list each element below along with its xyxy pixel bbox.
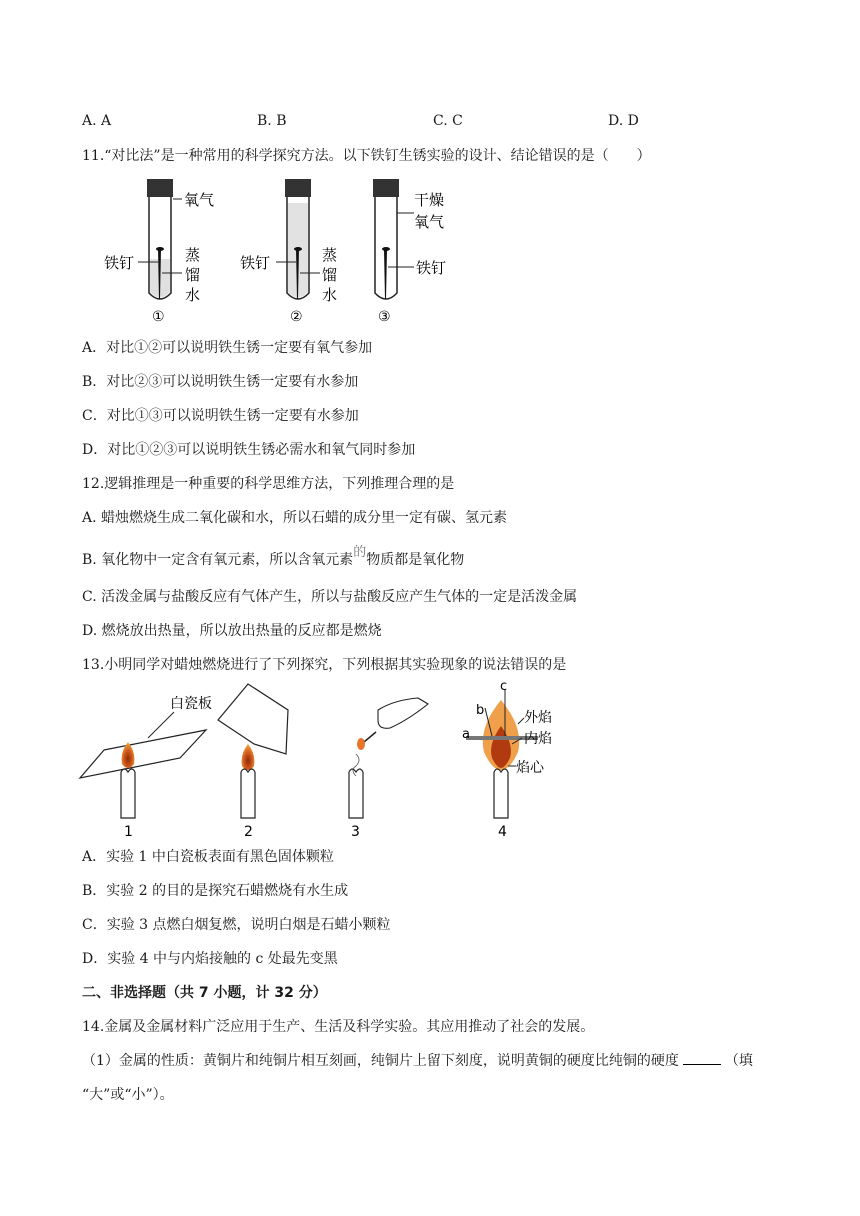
svg-text:c: c — [500, 680, 508, 694]
q11-option-c: C．对比①③可以说明铁生锈一定要有水参加 — [82, 408, 359, 424]
q11-stem: 11.“对比法”是一种常用的科学探究方法。以下铁钉生锈实验的设计、结论错误的是（ ） — [82, 148, 651, 164]
experiment-3 — [349, 698, 428, 840]
beaker-over-flame — [218, 684, 288, 754]
svg-text:②: ② — [290, 309, 303, 325]
svg-text:水: 水 — [185, 286, 201, 304]
svg-text:3: 3 — [351, 824, 360, 840]
svg-text:2: 2 — [244, 824, 253, 840]
svg-text:馏: 馏 — [185, 266, 201, 284]
q12-option-a: A. 蜡烛燃烧生成二氧化碳和水，所以石蜡的成分里一定有碳、氢元素 — [82, 510, 508, 526]
hand-with-match — [378, 698, 428, 728]
svg-text:水: 水 — [322, 286, 338, 304]
q13-option-b: B．实验 2 的目的是探究石蜡燃烧有水生成 — [82, 883, 349, 899]
q13-stem: 13.小明同学对蜡烛燃烧进行了下列探究，下列根据其实验现象的说法错误的是 — [82, 657, 567, 673]
previous-question-options — [82, 113, 782, 131]
option-d: D. D — [608, 113, 639, 129]
q12-option-b: B. 氧化物中一定含有氧元素，所以含氧元素的物质都是氧化物 — [82, 545, 465, 568]
candle-1 — [121, 772, 135, 818]
q12-stem: 12.逻辑推理是一种重要的科学思维方法，下列推理合理的是 — [82, 476, 455, 492]
porcelain-plate — [80, 730, 206, 778]
svg-text:内焰: 内焰 — [524, 731, 552, 747]
q14-sub1: （1）金属的性质：黄铜片和纯铜片相互刻画，纯铜片上留下刻度，说明黄铜的硬度比纯铜的硬度 （填 — [82, 1050, 753, 1070]
candle-2 — [241, 772, 255, 818]
svg-text:铁钉: 铁钉 — [240, 254, 271, 272]
svg-text:氧气: 氧气 — [184, 191, 215, 209]
q11-option-b: B．对比②③可以说明铁生锈一定要有水参加 — [82, 374, 359, 390]
test-tube-1 — [104, 179, 214, 325]
svg-text:白瓷板: 白瓷板 — [170, 696, 212, 712]
option-a: A. A — [82, 113, 112, 129]
svg-text:干燥: 干燥 — [414, 191, 445, 209]
svg-text:4: 4 — [498, 824, 507, 840]
test-tube-2 — [240, 179, 337, 325]
tube3-cap — [373, 179, 399, 197]
q14-sub1-line2: “大”或“小”）。 — [82, 1087, 174, 1103]
svg-text:外焰: 外焰 — [524, 710, 552, 726]
tube1-cap — [147, 179, 173, 197]
svg-text:①: ① — [152, 309, 165, 325]
tube2-cap — [285, 179, 311, 197]
experiment-2 — [218, 684, 288, 840]
option-b: B. B — [257, 113, 287, 129]
experiment-4 — [462, 680, 552, 840]
svg-text:a: a — [462, 727, 470, 742]
option-c: C. C — [433, 113, 463, 129]
answer-blank[interactable] — [683, 1050, 721, 1065]
svg-text:蒸: 蒸 — [322, 246, 338, 264]
q13-option-c: C．实验 3 点燃白烟复燃，说明白烟是石蜡小颗粒 — [82, 917, 391, 933]
q13-option-a: A．实验 1 中白瓷板表面有黑色固体颗粒 — [82, 849, 334, 865]
q13-option-d: D．实验 4 中与内焰接触的 c 处最先变黑 — [82, 951, 338, 967]
q14-stem: 14.金属及金属材料广泛应用于生产、生活及科学实验。其应用推动了社会的发展。 — [82, 1019, 595, 1035]
q11-option-a: A．对比①②可以说明铁生锈一定要有氧气参加 — [82, 340, 373, 356]
svg-text:馏: 馏 — [322, 266, 338, 284]
svg-text:焰心: 焰心 — [516, 760, 544, 776]
test-tube-3 — [373, 179, 446, 325]
q12-option-d: D. 燃烧放出热量，所以放出热量的反应都是燃烧 — [82, 623, 382, 639]
q11-iron-nail-figure — [100, 175, 460, 325]
svg-text:铁钉: 铁钉 — [416, 259, 447, 277]
q13-candle-figure — [78, 680, 578, 840]
svg-text:b: b — [476, 703, 485, 718]
section-title: 二、非选择题（共 7 小题，计 32 分） — [82, 985, 327, 1001]
svg-text:氧气: 氧气 — [414, 213, 445, 231]
candle-4 — [494, 772, 508, 818]
svg-text:铁钉: 铁钉 — [104, 254, 135, 272]
q12-option-c: C. 活泼金属与盐酸反应有气体产生，所以与盐酸反应产生气体的一定是活泼金属 — [82, 589, 578, 605]
svg-text:③: ③ — [378, 309, 391, 325]
svg-text:1: 1 — [124, 824, 133, 840]
experiment-1 — [80, 695, 212, 840]
candle-3 — [349, 772, 363, 818]
svg-text:蒸: 蒸 — [185, 246, 201, 264]
q11-option-d: D．对比①②③可以说明铁生锈必需水和氧气同时参加 — [82, 442, 416, 458]
